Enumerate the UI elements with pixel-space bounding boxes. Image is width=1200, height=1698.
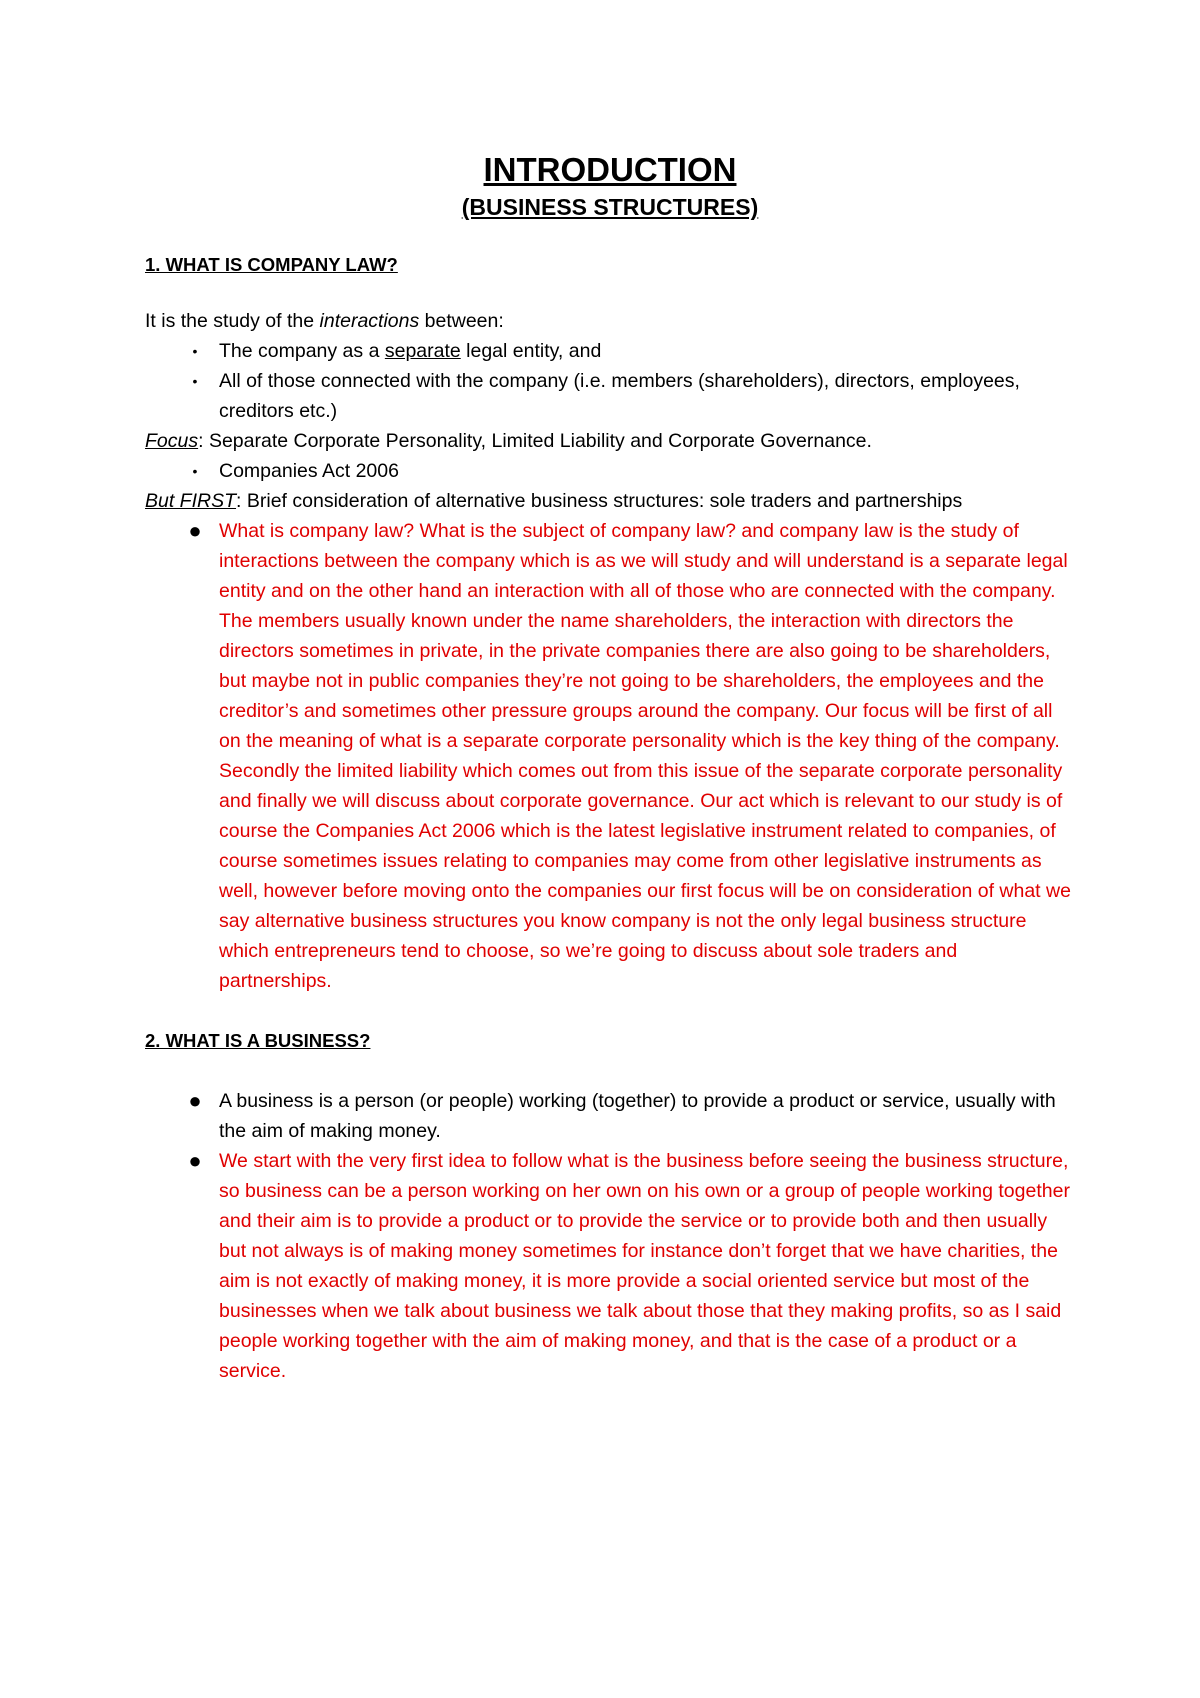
bullet-icon: ● [188, 1088, 202, 1113]
lecture-notes-text: What is company law? What is the subject of company law? and company law is the study of interactions between the company which is as we will study and will understand is a separate legal entity and on the other hand an interaction with all of those who are connected with the company. The members usually known under the name shareholders, the interaction with directors the directors sometimes in private, in the private companies there are also going to be shareholders, but maybe not in public companies they’re not going to be shareholders, the employees and the creditor’s and sometimes other pressure groups around the company. Our focus will be first of all on the meaning of what is a separate corporate personality which is the key thing of the company. Secondly the limited liability which comes out from this issue of the separate corporate personality and finally we will discuss about corporate governance. Our act which is relevant to our study is of course the Companies Act 2006 which is the latest legislative instrument related to companies, of course sometimes issues relating to companies may come from other legislative instruments as well, however before moving onto the companies our first focus will be on consideration of what we say alternative business structures you know company is not the only legal business structure which entrepreneurs tend to choose, so we’re going to discuss about sole traders and partnerships. [219, 520, 1071, 992]
intro-emphasis: interactions [319, 310, 420, 332]
bullet-icon: • [192, 343, 198, 359]
lecture-notes-item [145, 1146, 1075, 1386]
section-2-heading: 2. WHAT IS A BUSINESS? [145, 1030, 371, 1051]
section-1-heading: 1. WHAT IS COMPANY LAW? [145, 254, 398, 275]
list-item [145, 1086, 1075, 1146]
separate-underlined: separate [384, 340, 461, 362]
lecture-notes-text: We start with the very first idea to follow what is the business before seeing the business structure, so business can be a person working on her own on his own or a group of people working together and their aim is to provide a product or to provide the service or to provide both and then usually but not always is of making money sometimes for instance don’t forget that we have charities, the aim is not exactly of making money, it is more provide a social oriented service but most of the businesses when we talk about business we talk about those that they making profits, so as I said people working together with the aim of making money, and that is the case of a product or a service. [219, 1150, 1070, 1382]
bullet-icon: • [192, 373, 198, 389]
list-item: • Companies Act 2006 [145, 456, 1075, 486]
but-first-label: But FIRST [145, 490, 237, 512]
page-subtitle: (BUSINESS STRUCTURES) [461, 194, 759, 220]
document-content [145, 150, 1075, 1386]
section-1-list [145, 336, 1075, 426]
list-item: • The company as a separate legal entity, and [145, 336, 1075, 366]
but-first-line: But FIRST: Brief consideration of alternative business structures: sole traders and partnerships [145, 490, 963, 512]
bullet-icon: ● [188, 1148, 202, 1173]
focus-label: Focus [145, 430, 199, 452]
business-definition: A business is a person (or people) working (together) to provide a product or service, usually with the aim of making money. [219, 1090, 1056, 1142]
bullet-icon: • [192, 463, 198, 479]
list-item: • All of those connected with the company (i.e. members (shareholders), directors, employees, creditors etc.) [145, 366, 1075, 426]
page-title: INTRODUCTION [483, 151, 737, 188]
lecture-notes-item [145, 516, 1075, 996]
section-1-intro: It is the study of the interactions between: [145, 310, 504, 332]
section-1-notes-list [145, 516, 1075, 996]
focus-line: Focus: Separate Corporate Personality, Limited Liability and Corporate Governance. [145, 430, 872, 452]
bullet-icon: ● [188, 518, 202, 543]
section-1-act-list [145, 456, 1075, 486]
section-2-list [145, 1086, 1075, 1386]
